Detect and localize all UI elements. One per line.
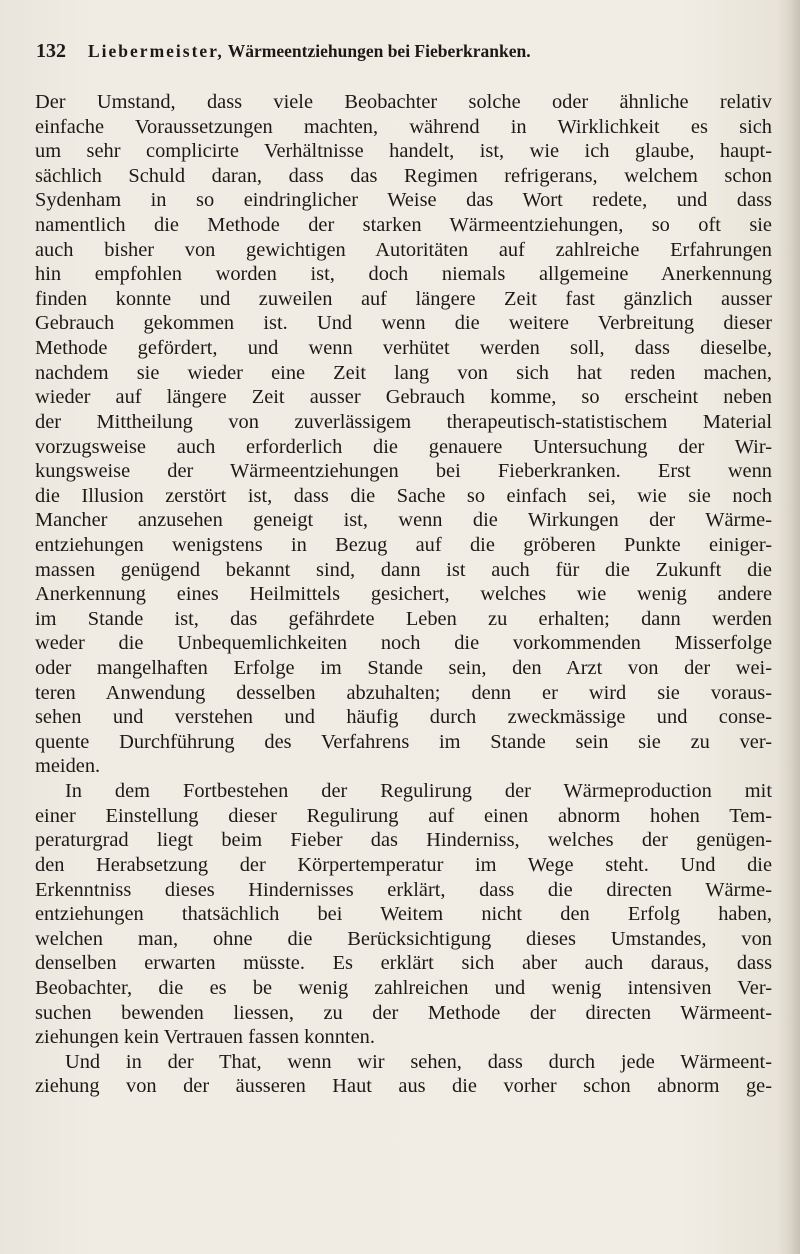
text-line: meiden. <box>35 755 101 778</box>
text-line: Und in der That, wenn wir sehen, dass durch jede Wärmeent- <box>65 1050 772 1073</box>
text-line: namentlich die Methode der starken Wärmeentziehungen, so oft sie <box>35 214 772 237</box>
text-line: hin empfohlen worden ist, doch niemals allgemeine Anerkennung <box>35 263 772 286</box>
text-line: entziehungen wenigstens in Bezug auf die gröberen Punkte einiger- <box>35 533 772 556</box>
text-line: sächlich Schuld daran, dass das Regimen refrigerans, welchem schon <box>35 164 772 187</box>
text-line: den Herabsetzung der Körpertemperatur im Wege steht. Und die <box>35 853 772 876</box>
text-line: im Stande ist, das gefährdete Leben zu erhalten; dann werden <box>35 607 772 630</box>
text-line: welchen man, ohne die Berücksichtigung dieses Umstandes, von <box>35 927 772 950</box>
text-line: der Mittheilung von zuverlässigem therapeutisch-statistischem Material <box>35 410 772 433</box>
text-line: Sydenham in so eindringlicher Weise das Wort redete, und dass <box>35 189 772 212</box>
running-header <box>36 38 756 64</box>
text-line: Der Umstand, dass viele Beobachter solche oder ähnliche relativ <box>35 91 772 113</box>
paragraph <box>35 779 772 1050</box>
text-line: oder mangelhaften Erfolge im Stande sein, den Arzt von der wei- <box>35 657 772 680</box>
text-line: Erkenntniss dieses Hindernisses erklärt, dass die directen Wärme- <box>35 878 772 901</box>
text-line: kungsweise der Wärmeentziehungen bei Fieberkranken. Erst wenn <box>35 460 772 483</box>
text-line: die Illusion zerstört ist, dass die Sache so einfach sei, wie sie noch <box>35 484 772 507</box>
paragraph <box>35 1050 772 1099</box>
text-line: auch bisher von gewichtigen Autoritäten auf zahlreiche Erfahrungen <box>35 238 772 261</box>
running-head-title: Wärmeentziehungen bei Fieberkranken. <box>227 41 531 61</box>
body-text <box>35 90 772 1099</box>
text-line: Anerkennung eines Heilmittels gesichert, welches wie wenig andere <box>35 583 772 606</box>
text-line: ziehungen kein Vertrauen fassen konnten. <box>35 1026 375 1049</box>
text-line: wieder auf längere Zeit ausser Gebrauch komme, so erscheint neben <box>35 386 772 409</box>
text-line: einfache Voraussetzungen machten, während in Wirklichkeit es sich <box>35 115 772 138</box>
text-line: Gebrauch gekommen ist. Und wenn die weitere Verbreitung dieser <box>35 312 772 335</box>
text-line: finden konnte und zuweilen auf längere Zeit fast gänzlich ausser <box>35 287 772 310</box>
text-line: massen genügend bekannt sind, dann ist auch für die Zukunft die <box>35 558 772 581</box>
text-line: um sehr complicirte Verhältnisse handelt, ist, wie ich glaube, haupt- <box>35 140 772 163</box>
running-head <box>88 38 531 64</box>
page-edge-shadow <box>778 0 800 1254</box>
running-head-author: Liebermeister, <box>88 41 224 61</box>
text-line: vorzugsweise auch erforderlich die genauere Untersuchung der Wir- <box>35 435 772 458</box>
page-number: 132 <box>36 40 66 62</box>
text-line: In dem Fortbestehen der Regulirung der Wärmeproduction mit <box>65 780 772 803</box>
text-line: Mancher anzusehen geneigt ist, wenn die Wirkungen der Wärme- <box>35 509 772 532</box>
paragraph <box>35 90 772 779</box>
text-line: nachdem sie wieder eine Zeit lang von sich hat reden machen, <box>35 361 772 384</box>
text-line: weder die Unbequemlichkeiten noch die vorkommenden Misserfolge <box>35 632 772 655</box>
text-line: einer Einstellung dieser Regulirung auf einen abnorm hohen Tem- <box>35 804 772 827</box>
text-line: sehen und verstehen und häufig durch zweckmässige und conse- <box>35 706 772 729</box>
text-line: quente Durchführung des Verfahrens im Stande sein sie zu ver- <box>35 730 772 753</box>
text-line: denselben erwarten müsste. Es erklärt sich aber auch daraus, dass <box>35 952 772 975</box>
text-line: Methode gefördert, und wenn verhütet werden soll, dass dieselbe, <box>35 337 772 360</box>
text-line: peraturgrad liegt beim Fieber das Hinderniss, welches der genügen- <box>35 829 772 852</box>
text-line: ziehung von der äusseren Haut aus die vorher schon abnorm ge- <box>35 1075 772 1098</box>
text-line: entziehungen thatsächlich bei Weitem nicht den Erfolg haben, <box>35 903 772 926</box>
text-line: teren Anwendung desselben abzuhalten; denn er wird sie voraus- <box>35 681 772 704</box>
text-line: Beobachter, die es be wenig zahlreichen und wenig intensiven Ver- <box>35 976 772 999</box>
text-line: suchen bewenden liessen, zu der Methode der directen Wärmeent- <box>35 1001 772 1024</box>
